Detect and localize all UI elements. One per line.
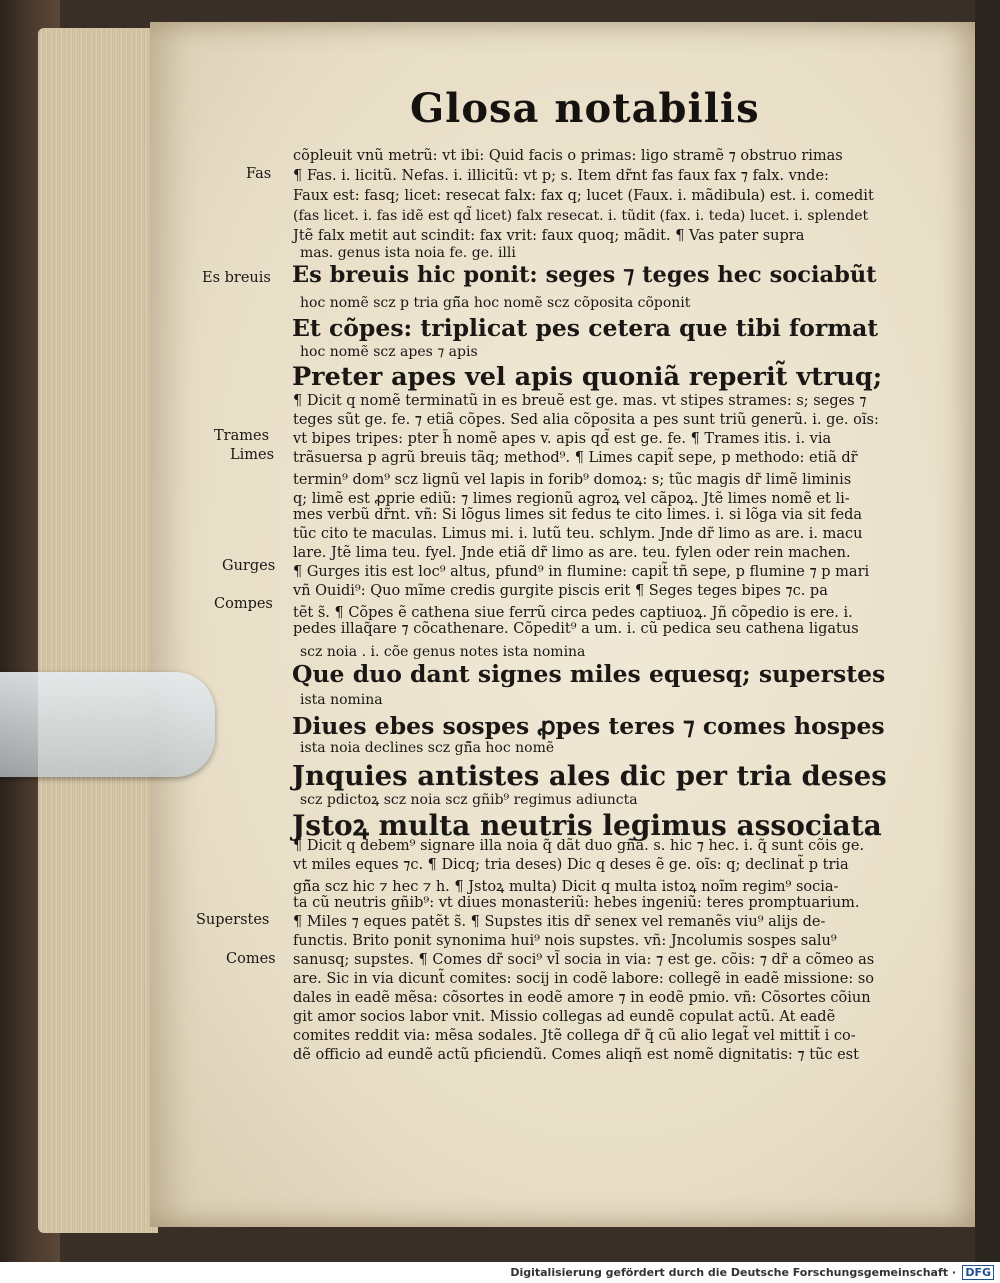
commentary-line: ¶ Fas. i. licitũ. Nefas. i. illicitũ: vt p; s. Item dr̃nt fas faux fax ⁊ falx. vnde: xyxy=(293,168,829,184)
commentary-line: dales in eadẽ mẽsa: cõsortes in eodẽ amore ⁊ in eodẽ pmio. vñ: Cõsortes cõiun xyxy=(293,990,871,1006)
interlinear-gloss: ista noia declines scz gñ̃a hoc nomẽ xyxy=(300,740,555,756)
verse-line: Preter apes vel apis quoniã reperit̃ vtruq; xyxy=(292,362,883,392)
commentary-line: (fas licet. i. fas idẽ est qd̃ licet) falx resecat. i. tũdit (fax. i. teda) lucet. i. splendet xyxy=(293,208,869,224)
margin-note: Es breuis xyxy=(202,270,271,286)
interlinear-gloss: scz noia . i. cõe genus notes ista nomina xyxy=(300,644,586,660)
interlinear-gloss: hoc nomẽ scz p tria gñ̃a hoc nomẽ scz cõposita cõponit xyxy=(300,295,691,311)
plexiglass-clip xyxy=(0,672,215,777)
interlinear-gloss: ista nomina xyxy=(300,692,383,708)
commentary-line: Faux est: fasq; licet: resecat falx: fax q; lucet (Faux. i. mãdibula) est. i. comedit xyxy=(293,188,874,204)
margin-note: Comes xyxy=(226,951,276,967)
commentary-line: q; limẽ est ꝓprie ediũ: ⁊ limes regionũ agroꝝ vel cãpoꝝ. Jtẽ limes nomẽ et li- xyxy=(293,491,850,507)
commentary-line: ¶ Gurges itis est loc⁹ altus, pfund⁹ in flumine: capit̃ tñ sepe, p flumine ⁊ p mari xyxy=(293,564,870,580)
book-cover-right xyxy=(975,0,1000,1262)
commentary-line: git amor socios labor vnit. Missio collegas ad eundẽ copulat actũ. At eadẽ xyxy=(293,1009,836,1025)
commentary-line: ¶ Dicit q nomẽ terminatũ in es breuẽ est ge. mas. vt stipes strames: s; seges ⁊ xyxy=(293,393,867,409)
commentary-line: termin⁹ dom⁹ scz lignũ vel lapis in forib⁹ domoꝝ: s; tũc magis dr̃ limẽ liminis xyxy=(293,472,852,488)
page-edges xyxy=(38,28,158,1233)
footer-bar xyxy=(0,1262,1000,1283)
commentary-line: vt bipes tripes: pter h̃ nomẽ apes v. apis qd̃ est ge. fe. ¶ Trames itis. i. via xyxy=(293,431,832,447)
verse-line: Et cõpes: triplicat pes cetera que tibi format xyxy=(292,314,879,342)
commentary-line: trãsuersa p agrũ breuis tãq; method⁹. ¶ Limes capit̃ sepe, p methodo: etiã dr̃ xyxy=(293,450,858,466)
interlinear-gloss: mas. genus ista noia fe. ge. illi xyxy=(300,245,516,261)
footer-credit: Digitalisierung gefördert durch die Deutsche Forschungsgemeinschaft · xyxy=(510,1266,956,1279)
margin-note: Superstes xyxy=(196,912,270,928)
verse-line: Es breuis hic ponit: seges ⁊ teges hec sociabũt xyxy=(292,262,877,288)
commentary-line: tũc cito te maculas. Limus mi. i. lutũ teu. schlym. Jnde dr̃ limo as are. i. macu xyxy=(293,526,863,542)
commentary-line: Jtẽ falx metit aut scindit: fax vrit: faux quoq; mãdit. ¶ Vas pater supra xyxy=(293,228,805,244)
margin-note: Compes xyxy=(214,596,273,612)
commentary-line: functis. Brito ponit synonima hui⁹ nois supstes. vñ: Jncolumis sospes salu⁹ xyxy=(293,933,837,949)
interlinear-gloss: scz pdictoꝝ scz noia scz gñib⁹ regimus adiuncta xyxy=(300,792,638,808)
margin-note: Trames xyxy=(214,428,270,444)
verse-line: Jnquies antistes ales dic per tria deses xyxy=(292,760,887,792)
commentary-line: vt miles eques ⁊c. ¶ Dicq; tria deses) Dic q deses ẽ ge. oĩs: q; declinat̃ p tria xyxy=(293,857,849,873)
commentary-line: dẽ officio ad eundẽ actũ pficiendũ. Comes aliqñ est nomẽ dignitatis: ⁊ tũc est xyxy=(293,1047,859,1063)
commentary-line: lare. Jtẽ lima teu. fyel. Jnde etiã dr̃ limo as are. teu. fylen oder rein machen. xyxy=(293,545,851,561)
commentary-line: cõpleuit vnũ metrũ: vt ibi: Quid facis o primas: ligo stramẽ ⁊ obstruo rimas xyxy=(293,148,843,164)
commentary-line: ta cũ neutris gñib⁹: vt diues monasteriũ: hebes ingeniũ: teres promptuarium. xyxy=(293,895,860,911)
verse-line: Diues ebes sospes ꝓpes teres ⁊ comes hospes xyxy=(292,712,885,740)
verse-line: Jstoꝝ multa neutris legimus associata xyxy=(292,809,882,842)
page-title: Glosa notabilis xyxy=(410,85,760,132)
commentary-line: tẽt s̃. ¶ Cõpes ẽ cathena siue ferrũ circa pedes captiuoꝝ. Jñ cõpedio is ere. i. xyxy=(293,605,853,621)
commentary-line: sanusq; supstes. ¶ Comes dr̃ soci⁹ vl̃ socia in via: ⁊ est ge. cõis: ⁊ dr̃ a cõmeo as xyxy=(293,952,875,968)
interlinear-gloss: hoc nomẽ scz apes ⁊ apis xyxy=(300,344,478,360)
margin-note: Gurges xyxy=(222,558,276,574)
commentary-line: ¶ Dicit q debem⁹ signare illa noia q̃ dãt duo gñ̃a. s. hic ⁊ hec. i. q̃ sunt cõis ge. xyxy=(293,838,865,854)
commentary-line: vñ Ouidi⁹: Quo mĩme credis gurgite piscis erit ¶ Seges teges bipes ⁊c. pa xyxy=(293,583,828,599)
commentary-line: mes verbũ dr̃nt. vñ: Si lõgus limes sit fedus te cito limes. i. si lõga via sit feda xyxy=(293,507,863,523)
commentary-line: ¶ Miles ⁊ eques patẽt s̃. ¶ Supstes itis dr̃ senex vel remanẽs viu⁹ alijs de- xyxy=(293,914,826,930)
commentary-line: pedes illaq̃are ⁊ cõcathenare. Cõpedit⁹ a um. i. cũ pedica seu cathena ligatus xyxy=(293,621,859,637)
commentary-line: comites reddit via: mẽsa sodales. Jtẽ collega dr̃ q̃ cũ alio legat̃ vel mittit̃ i co- xyxy=(293,1028,856,1044)
commentary-line: gñ̃a scz hic ⁊ hec ⁊ h. ¶ Jstoꝝ multa) Dicit q multa istoꝝ noĩm regim⁹ socia- xyxy=(293,879,839,895)
dfg-logo: DFG xyxy=(962,1265,994,1280)
commentary-line: are. Sic in via dicunt̃ comites: socij in codẽ labore: collegẽ in eadẽ missione: so xyxy=(293,971,875,987)
margin-note: Limes xyxy=(230,447,275,463)
commentary-line: teges sũt ge. fe. ⁊ etiã cõpes. Sed alia cõposita a pes sunt triũ generũ. i. ge. oĩs: xyxy=(293,412,879,428)
verse-line: Que duo dant signes miles equesq; superstes xyxy=(292,660,886,688)
margin-note: Fas xyxy=(246,166,272,182)
